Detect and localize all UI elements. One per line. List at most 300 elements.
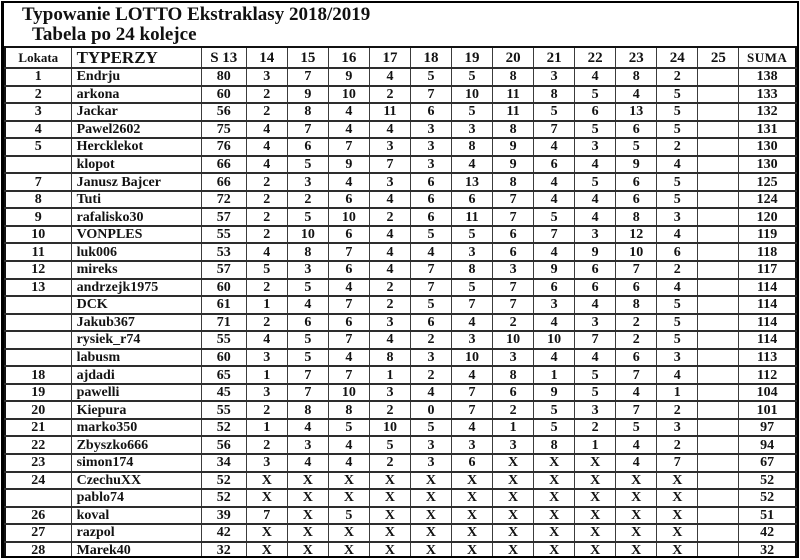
cell-score: 2 — [616, 314, 657, 332]
cell-score: 2 — [657, 436, 698, 454]
cell-score: 7 — [287, 366, 328, 384]
cell-score: 7 — [493, 208, 534, 226]
cell-player-name: andrzejk1975 — [71, 279, 201, 297]
page-title: Typowanie LOTTO Ekstraklasy 2018/2019 — [22, 4, 371, 25]
cell-score: X — [328, 489, 369, 507]
cell-score: 7 — [410, 86, 451, 104]
cell-score: 5 — [452, 226, 493, 244]
cell-lokata: 13 — [5, 279, 71, 297]
cell-score: 7 — [328, 296, 369, 314]
cell-lokata: 9 — [5, 208, 71, 226]
cell-score: 5 — [452, 279, 493, 297]
cell-score: 3 — [657, 208, 698, 226]
cell-score: 2 — [657, 261, 698, 279]
cell-score: 2 — [493, 314, 534, 332]
cell-score — [698, 103, 739, 121]
cell-score: X — [328, 472, 369, 490]
table-row — [5, 314, 796, 332]
column-header-15: 15 — [287, 47, 328, 68]
cell-score: 4 — [369, 121, 410, 139]
cell-score: 5 — [287, 331, 328, 349]
cell-score: 52 — [201, 489, 246, 507]
cell-score: 7 — [534, 226, 575, 244]
cell-score: 7 — [328, 331, 369, 349]
cell-score: 5 — [410, 68, 451, 86]
cell-score — [698, 226, 739, 244]
table-body — [5, 68, 796, 558]
cell-score: 2 — [493, 401, 534, 419]
cell-lokata: 26 — [5, 507, 71, 525]
cell-score: 52 — [201, 472, 246, 490]
column-header-21: 21 — [534, 47, 575, 68]
cell-score: 3 — [410, 138, 451, 156]
cell-score: 2 — [410, 331, 451, 349]
cell-score: 3 — [534, 68, 575, 86]
cell-score: 10 — [452, 349, 493, 367]
cell-player-name: Endrju — [71, 68, 201, 86]
cell-score: 5 — [575, 366, 616, 384]
cell-score: 6 — [410, 173, 451, 191]
cell-score: 5 — [328, 419, 369, 437]
cell-score: 6 — [534, 156, 575, 174]
cell-score — [698, 156, 739, 174]
cell-player-name: labusm — [71, 349, 201, 367]
cell-score: 7 — [246, 507, 287, 525]
cell-score: 9 — [493, 156, 534, 174]
cell-score: 2 — [246, 208, 287, 226]
cell-score: 6 — [616, 279, 657, 297]
cell-score: 3 — [575, 138, 616, 156]
cell-score: 5 — [657, 103, 698, 121]
cell-score: 8 — [493, 121, 534, 139]
cell-score: X — [452, 542, 493, 558]
cell-score: 4 — [328, 121, 369, 139]
cell-score: 2 — [369, 454, 410, 472]
cell-player-name: ajdadi — [71, 366, 201, 384]
cell-lokata: 4 — [5, 121, 71, 139]
cell-score: 3 — [657, 419, 698, 437]
cell-score: 9 — [328, 68, 369, 86]
cell-score: 5 — [534, 103, 575, 121]
cell-score: 10 — [328, 86, 369, 104]
table-row — [5, 419, 796, 437]
cell-lokata: 28 — [5, 542, 71, 558]
cell-score: 4 — [657, 226, 698, 244]
cell-score: 3 — [246, 384, 287, 402]
cell-score: 3 — [452, 436, 493, 454]
cell-score: X — [616, 507, 657, 525]
cell-player-name: arkona — [71, 86, 201, 104]
cell-player-name: razpol — [71, 524, 201, 542]
cell-score: 55 — [201, 226, 246, 244]
cell-score: 5 — [410, 419, 451, 437]
cell-score — [698, 366, 739, 384]
cell-lokata: 7 — [5, 173, 71, 191]
cell-score: 5 — [287, 156, 328, 174]
cell-player-name: mireks — [71, 261, 201, 279]
cell-score: X — [616, 524, 657, 542]
cell-score: 10 — [534, 331, 575, 349]
cell-score: 5 — [534, 419, 575, 437]
cell-score: 3 — [575, 401, 616, 419]
cell-score: 2 — [246, 436, 287, 454]
cell-score: 61 — [201, 296, 246, 314]
cell-score: X — [369, 507, 410, 525]
cell-score: 4 — [246, 243, 287, 261]
cell-lokata — [5, 489, 71, 507]
column-header-16: 16 — [328, 47, 369, 68]
cell-score: 5 — [575, 173, 616, 191]
column-header-25: 25 — [698, 47, 739, 68]
cell-score: X — [657, 489, 698, 507]
standings-table — [4, 46, 797, 558]
cell-suma: 118 — [739, 243, 796, 261]
cell-score: X — [534, 542, 575, 558]
cell-score: 8 — [616, 296, 657, 314]
cell-score: 3 — [493, 349, 534, 367]
cell-score: 1 — [534, 366, 575, 384]
standings-page — [1, 1, 799, 558]
cell-score: 7 — [616, 261, 657, 279]
cell-score: X — [410, 489, 451, 507]
column-header-24: 24 — [657, 47, 698, 68]
cell-score: 4 — [369, 226, 410, 244]
cell-lokata: 20 — [5, 401, 71, 419]
cell-score: 7 — [534, 121, 575, 139]
cell-score: 8 — [452, 138, 493, 156]
cell-score: 5 — [246, 261, 287, 279]
cell-score — [698, 296, 739, 314]
cell-score: 7 — [328, 243, 369, 261]
cell-score: 11 — [493, 86, 534, 104]
cell-score: 3 — [410, 156, 451, 174]
cell-score: 7 — [575, 331, 616, 349]
cell-score: 2 — [616, 331, 657, 349]
cell-player-name: DCK — [71, 296, 201, 314]
cell-score: 3 — [452, 121, 493, 139]
cell-score — [698, 191, 739, 209]
cell-score: 6 — [410, 314, 451, 332]
cell-score: 9 — [534, 261, 575, 279]
cell-score: X — [575, 472, 616, 490]
cell-score: X — [452, 472, 493, 490]
cell-suma: 138 — [739, 68, 796, 86]
cell-score: 7 — [452, 296, 493, 314]
cell-player-name: marko350 — [71, 419, 201, 437]
cell-score: 8 — [328, 401, 369, 419]
cell-score: 4 — [575, 349, 616, 367]
cell-score — [698, 331, 739, 349]
cell-score: 6 — [575, 103, 616, 121]
cell-score: 8 — [452, 261, 493, 279]
cell-score: 2 — [410, 366, 451, 384]
cell-score: X — [452, 524, 493, 542]
cell-score: X — [493, 524, 534, 542]
cell-score: 7 — [616, 366, 657, 384]
cell-score — [698, 524, 739, 542]
cell-score: 1 — [246, 419, 287, 437]
cell-lokata — [5, 156, 71, 174]
cell-suma: 114 — [739, 296, 796, 314]
cell-score: X — [534, 472, 575, 490]
cell-score: 4 — [534, 243, 575, 261]
cell-score: 10 — [369, 419, 410, 437]
column-header-22: 22 — [575, 47, 616, 68]
column-header-typerzy: TYPERZY — [71, 47, 201, 68]
cell-score: 2 — [246, 401, 287, 419]
cell-score: 6 — [328, 226, 369, 244]
cell-score: 56 — [201, 103, 246, 121]
cell-score: 4 — [328, 349, 369, 367]
cell-score: 57 — [201, 261, 246, 279]
cell-score: 4 — [534, 349, 575, 367]
cell-score: 4 — [616, 86, 657, 104]
cell-score: 1 — [246, 296, 287, 314]
cell-score: 4 — [657, 156, 698, 174]
cell-score: 5 — [657, 296, 698, 314]
cell-score: 4 — [287, 454, 328, 472]
cell-player-name: klopot — [71, 156, 201, 174]
cell-score: 60 — [201, 279, 246, 297]
cell-score: 9 — [287, 86, 328, 104]
cell-score: 6 — [616, 173, 657, 191]
cell-score: 6 — [328, 261, 369, 279]
table-row — [5, 296, 796, 314]
cell-score: 5 — [287, 279, 328, 297]
cell-score: 10 — [328, 384, 369, 402]
cell-score: X — [657, 472, 698, 490]
cell-score: 8 — [287, 243, 328, 261]
cell-score: 12 — [616, 226, 657, 244]
cell-score: 56 — [201, 436, 246, 454]
cell-score: 6 — [657, 243, 698, 261]
cell-score: 4 — [287, 419, 328, 437]
cell-suma: 120 — [739, 208, 796, 226]
column-header-suma: SUMA — [739, 47, 796, 68]
cell-score: 39 — [201, 507, 246, 525]
cell-suma: 112 — [739, 366, 796, 384]
table-row — [5, 243, 796, 261]
cell-suma: 132 — [739, 103, 796, 121]
cell-score: X — [328, 542, 369, 558]
cell-score: 4 — [657, 279, 698, 297]
cell-score: 3 — [369, 314, 410, 332]
cell-score: 1 — [369, 366, 410, 384]
cell-score: 2 — [369, 296, 410, 314]
cell-score: 3 — [575, 226, 616, 244]
cell-score: 6 — [616, 349, 657, 367]
cell-score: 4 — [369, 191, 410, 209]
cell-score — [698, 472, 739, 490]
cell-score: 4 — [657, 366, 698, 384]
cell-score: 4 — [328, 436, 369, 454]
cell-score: 8 — [287, 103, 328, 121]
table-row — [5, 121, 796, 139]
cell-score: 10 — [493, 331, 534, 349]
table-row — [5, 524, 796, 542]
cell-suma: 94 — [739, 436, 796, 454]
cell-score: 2 — [369, 401, 410, 419]
cell-score: 5 — [287, 349, 328, 367]
cell-score: X — [287, 472, 328, 490]
cell-score: X — [575, 489, 616, 507]
cell-score: 2 — [287, 191, 328, 209]
cell-suma: 131 — [739, 121, 796, 139]
cell-score: 1 — [657, 384, 698, 402]
cell-score: 5 — [575, 86, 616, 104]
table-row — [5, 138, 796, 156]
cell-lokata: 18 — [5, 366, 71, 384]
cell-suma: 97 — [739, 419, 796, 437]
cell-score — [698, 436, 739, 454]
cell-score: 72 — [201, 191, 246, 209]
table-row — [5, 68, 796, 86]
cell-score: 3 — [452, 243, 493, 261]
cell-lokata: 11 — [5, 243, 71, 261]
cell-suma: 114 — [739, 314, 796, 332]
cell-score: 34 — [201, 454, 246, 472]
cell-score: 2 — [369, 86, 410, 104]
table-row — [5, 191, 796, 209]
cell-score: 55 — [201, 331, 246, 349]
cell-score: 4 — [452, 366, 493, 384]
cell-score: 53 — [201, 243, 246, 261]
cell-lokata: 23 — [5, 454, 71, 472]
cell-score: 7 — [410, 261, 451, 279]
cell-player-name: VONPLES — [71, 226, 201, 244]
cell-score: 2 — [246, 279, 287, 297]
column-header-18: 18 — [410, 47, 451, 68]
cell-score: X — [575, 507, 616, 525]
cell-score: 4 — [246, 156, 287, 174]
table-row — [5, 261, 796, 279]
cell-score: X — [493, 489, 534, 507]
cell-player-name: Pawel2602 — [71, 121, 201, 139]
cell-score: X — [616, 472, 657, 490]
cell-score: 3 — [369, 138, 410, 156]
cell-score: 3 — [287, 173, 328, 191]
cell-score: 55 — [201, 401, 246, 419]
cell-suma: 119 — [739, 226, 796, 244]
cell-player-name: simon174 — [71, 454, 201, 472]
cell-score: X — [534, 507, 575, 525]
cell-player-name: Jakub367 — [71, 314, 201, 332]
table-row — [5, 454, 796, 472]
cell-score: 8 — [534, 436, 575, 454]
cell-score: 7 — [493, 279, 534, 297]
cell-lokata: 5 — [5, 138, 71, 156]
cell-score: 5 — [369, 436, 410, 454]
cell-score: X — [657, 524, 698, 542]
cell-score: 4 — [575, 156, 616, 174]
cell-score: 76 — [201, 138, 246, 156]
cell-score: X — [287, 489, 328, 507]
cell-score — [698, 279, 739, 297]
table-row — [5, 401, 796, 419]
cell-suma: 52 — [739, 489, 796, 507]
cell-score: 3 — [575, 314, 616, 332]
cell-score: 5 — [616, 138, 657, 156]
cell-score — [698, 314, 739, 332]
cell-score: 2 — [657, 138, 698, 156]
cell-score: 11 — [493, 103, 534, 121]
cell-suma: 114 — [739, 279, 796, 297]
cell-score: 10 — [328, 208, 369, 226]
cell-lokata: 2 — [5, 86, 71, 104]
cell-suma: 113 — [739, 349, 796, 367]
cell-suma: 130 — [739, 156, 796, 174]
cell-score: 9 — [575, 243, 616, 261]
cell-score: X — [575, 524, 616, 542]
cell-score: X — [493, 454, 534, 472]
cell-score: 3 — [410, 436, 451, 454]
cell-score: X — [246, 524, 287, 542]
cell-score: 45 — [201, 384, 246, 402]
cell-score: 7 — [410, 279, 451, 297]
cell-score: 4 — [328, 103, 369, 121]
table-row — [5, 156, 796, 174]
cell-score: 1 — [246, 366, 287, 384]
table-row — [5, 331, 796, 349]
cell-score — [698, 121, 739, 139]
cell-lokata: 27 — [5, 524, 71, 542]
cell-suma: 133 — [739, 86, 796, 104]
cell-suma: 51 — [739, 507, 796, 525]
cell-score: 5 — [534, 208, 575, 226]
cell-score: 8 — [616, 68, 657, 86]
cell-score — [698, 489, 739, 507]
title-block — [4, 3, 797, 46]
table-row — [5, 472, 796, 490]
cell-player-name: Janusz Bajcer — [71, 173, 201, 191]
cell-score: 6 — [575, 279, 616, 297]
cell-score — [698, 401, 739, 419]
cell-score: 4 — [410, 243, 451, 261]
cell-score: 3 — [410, 349, 451, 367]
cell-score: X — [410, 524, 451, 542]
cell-score: X — [616, 542, 657, 558]
table-row — [5, 103, 796, 121]
cell-score — [698, 68, 739, 86]
cell-score: 8 — [493, 366, 534, 384]
cell-score: 6 — [410, 191, 451, 209]
cell-score: 4 — [575, 208, 616, 226]
cell-score: 5 — [657, 173, 698, 191]
column-header-lokata: Lokata — [5, 47, 71, 68]
column-header-14: 14 — [246, 47, 287, 68]
table-row — [5, 384, 796, 402]
cell-player-name: Marek40 — [71, 542, 201, 558]
cell-score: 6 — [410, 103, 451, 121]
cell-score: X — [493, 472, 534, 490]
column-header-23: 23 — [616, 47, 657, 68]
cell-suma: 104 — [739, 384, 796, 402]
cell-score: 7 — [493, 191, 534, 209]
cell-score: X — [534, 454, 575, 472]
cell-score — [698, 542, 739, 558]
cell-score: 4 — [246, 121, 287, 139]
cell-score: 4 — [575, 68, 616, 86]
table-row — [5, 366, 796, 384]
cell-score: 5 — [616, 419, 657, 437]
cell-score — [698, 261, 739, 279]
cell-score: X — [534, 524, 575, 542]
cell-score: 4 — [575, 296, 616, 314]
cell-score: 4 — [534, 138, 575, 156]
cell-score: 6 — [616, 191, 657, 209]
cell-score: 4 — [369, 243, 410, 261]
cell-score: 57 — [201, 208, 246, 226]
